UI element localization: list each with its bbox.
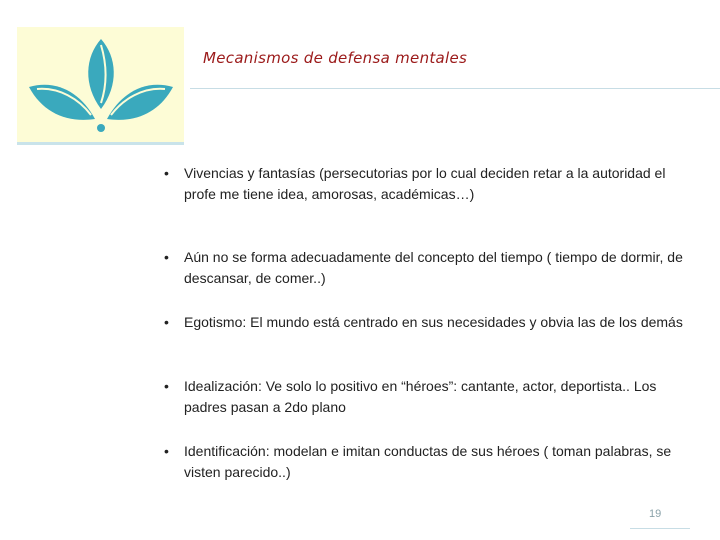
slide-title: Mecanismos de defensa mentales	[203, 49, 468, 67]
bullet-item	[164, 441, 684, 483]
bullet-item	[164, 376, 684, 418]
bullet-item	[164, 312, 684, 333]
bullet-item	[164, 247, 684, 289]
title-divider	[190, 88, 720, 89]
bullet-marker: •	[164, 314, 169, 330]
bullet-marker: •	[164, 378, 169, 394]
page-number: 19	[649, 508, 662, 520]
logo	[17, 27, 184, 145]
bullet-text: Idealización: Ve solo lo positivo en “héroes”: cantante, actor, deportista.. Los padres pasan a 2do plano	[184, 378, 657, 415]
bullet-marker: •	[164, 165, 169, 181]
bullet-marker: •	[164, 443, 169, 459]
page-number-underline	[630, 528, 690, 529]
bullet-text: Egotismo: El mundo está centrado en sus necesidades y obvia las de los demás	[184, 314, 683, 330]
bullet-item	[164, 163, 684, 205]
leaf-logo-icon	[17, 27, 184, 142]
bullet-text: Identificación: modelan e imitan conductas de sus héroes ( toman palabras, se visten parecido..)	[184, 443, 672, 480]
bullet-marker: •	[164, 249, 169, 265]
bullet-text: Aún no se forma adecuadamente del concepto del tiempo ( tiempo de dormir, de descansar, de comer..)	[184, 249, 683, 286]
bullet-text: Vivencias y fantasías (persecutorias por lo cual deciden retar a la autoridad el profe me tiene idea, amorosas, académicas…)	[184, 165, 666, 202]
